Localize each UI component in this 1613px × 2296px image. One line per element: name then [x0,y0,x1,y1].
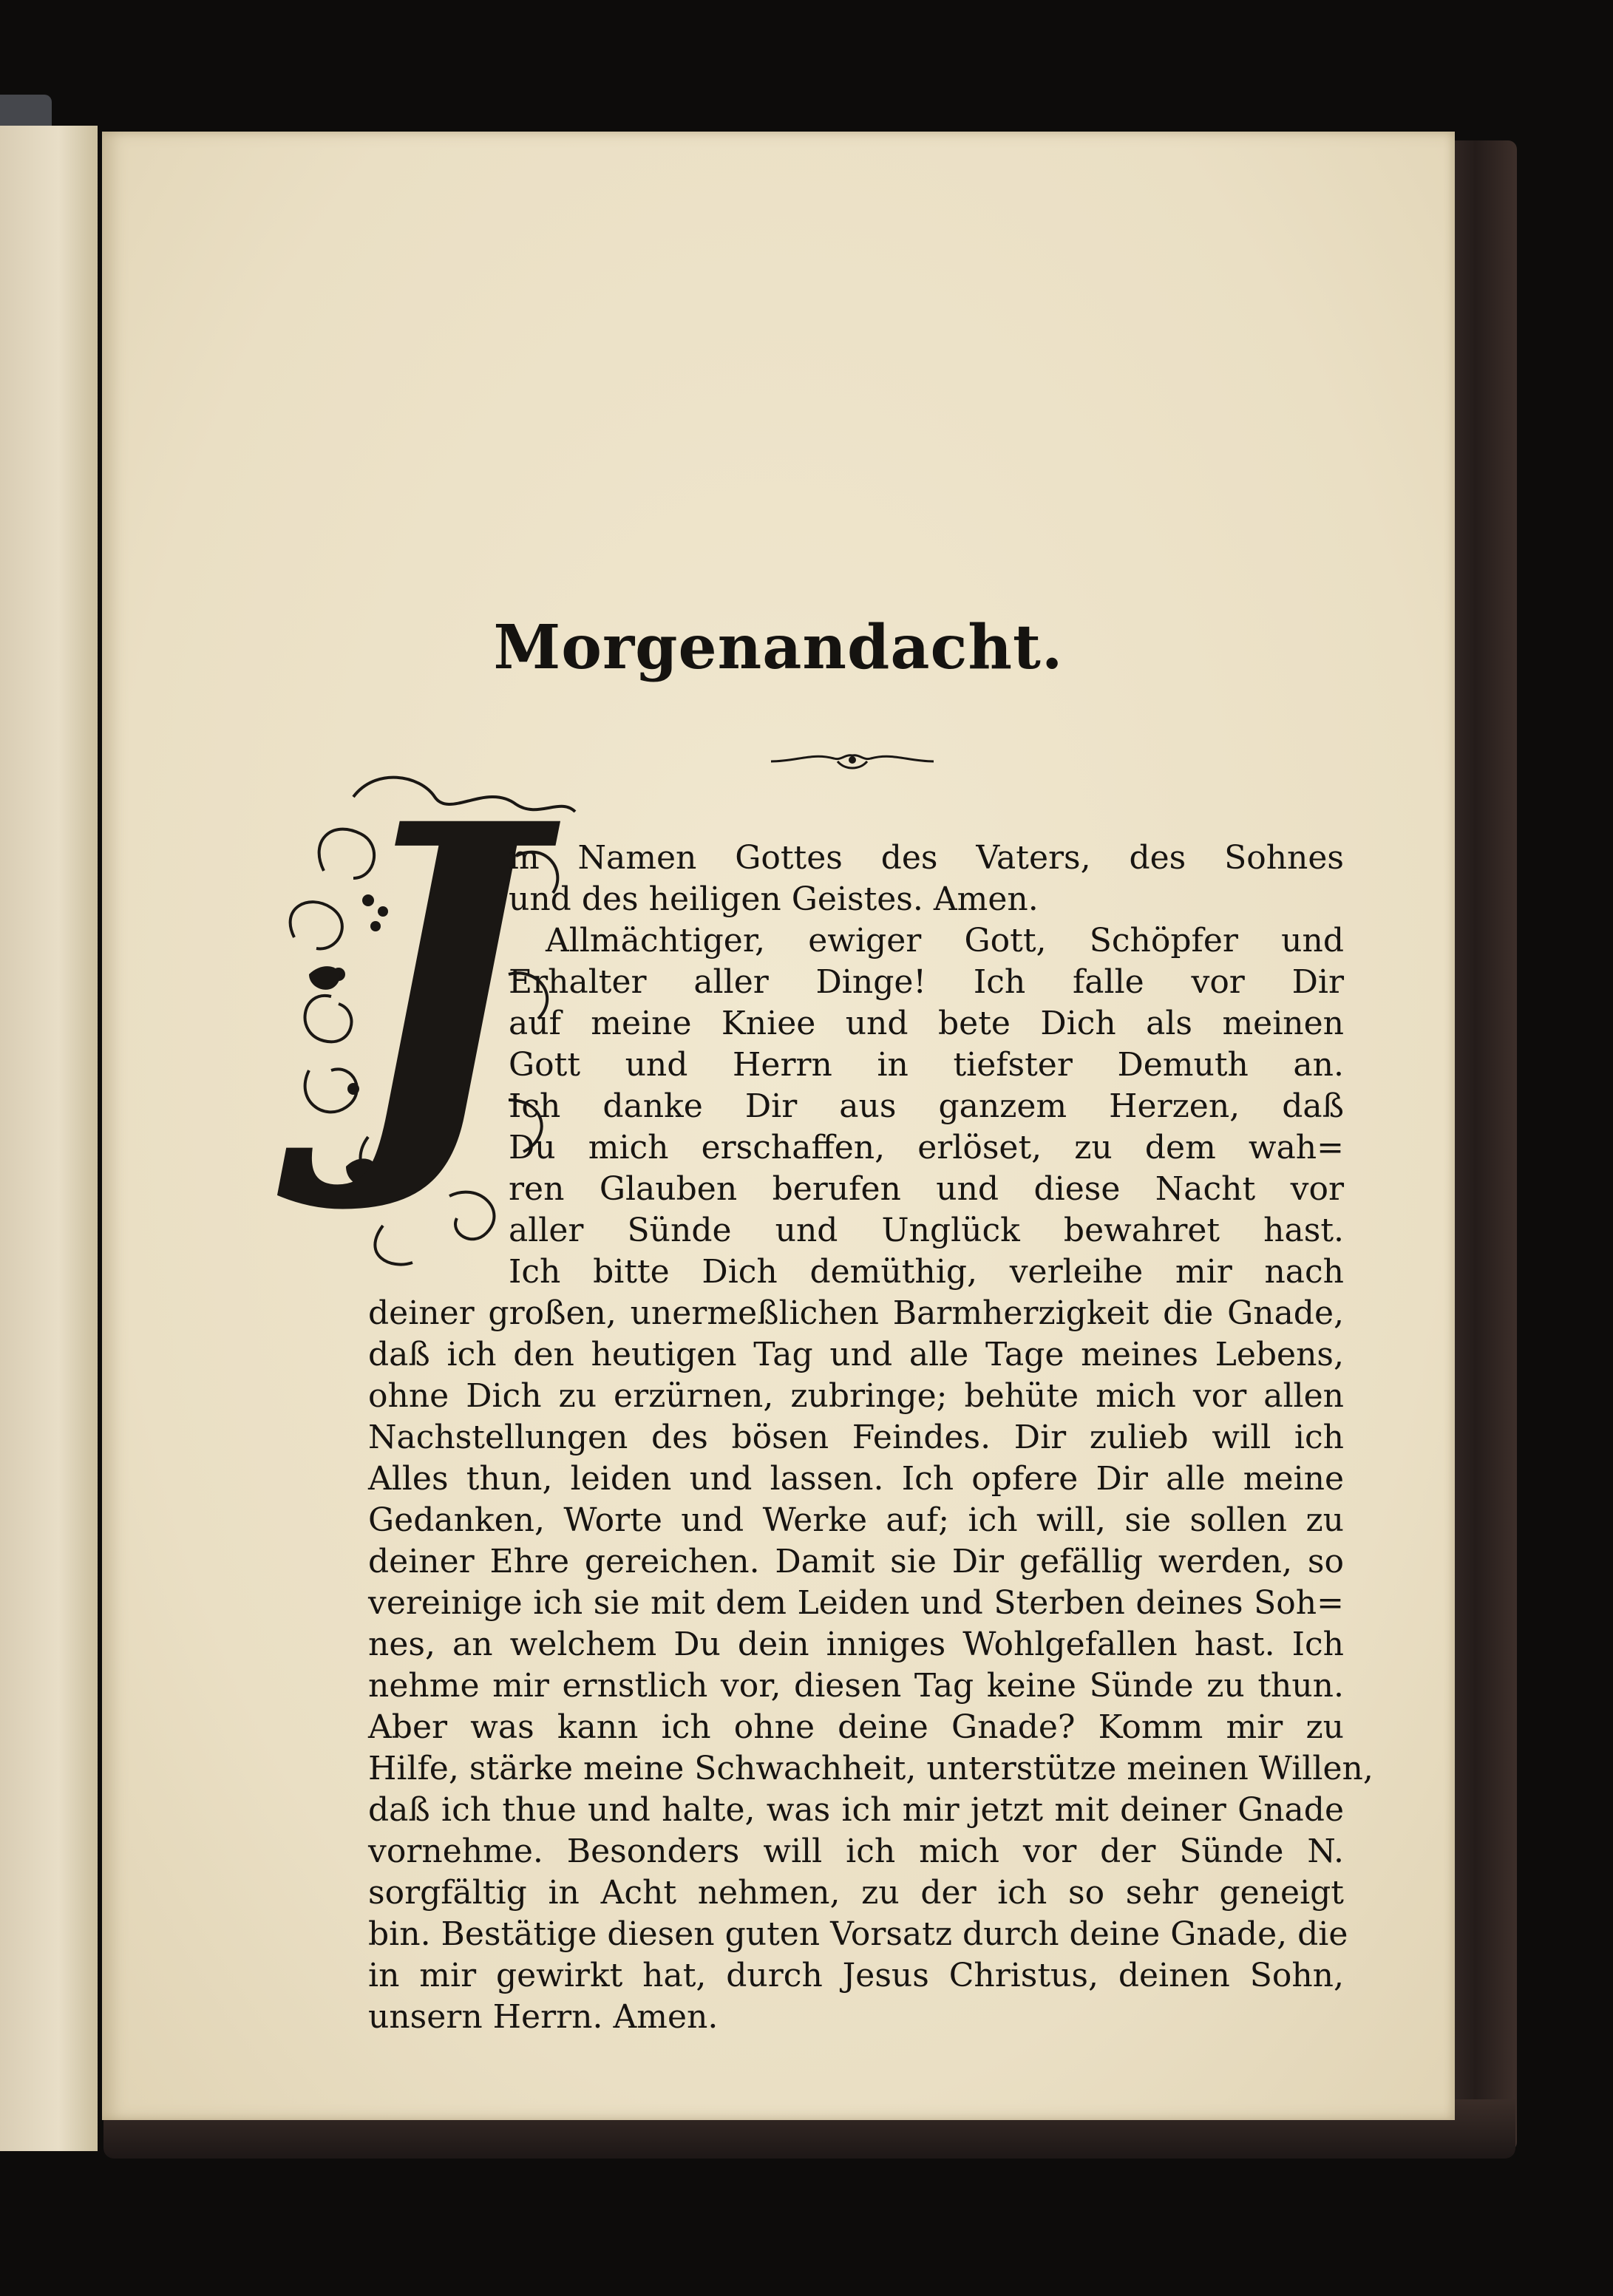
text-line: auf meine Kniee und bete Dich als meinen [509,1005,1344,1042]
text-line: sorgfältig in Acht nehmen, zu der ich so sehr geneigt [368,1874,1344,1912]
text-line: vereinige ich sie mit dem Leiden und Sterben deines Soh= [368,1584,1344,1622]
text-line: unsern Herrn. Amen. [368,1998,719,2036]
text-line: Hilfe, stärke meine Schwachheit, unterstütze meinen Willen, [368,1750,1373,1787]
text-line: Aber was kann ich ohne deine Gnade? Komm mir zu [368,1708,1344,1746]
text-line: ohne Dich zu erzürnen, zubringe; behüte mich vor allen [368,1377,1344,1415]
text-line: Ich danke Dir aus ganzem Herzen, daß [509,1087,1344,1125]
text-line: und des heiligen Geistes. Amen. [509,880,1039,918]
text-line: in mir gewirkt hat, durch Jesus Christus, deinen Sohn, [368,1957,1344,1994]
text-line: Allmächtiger, ewiger Gott, Schöpfer und [546,922,1344,960]
separator-flourish-icon [767,745,937,775]
text-line: Du mich erschaffen, erlöset, zu dem wah= [509,1129,1344,1166]
text-line: Nachstellungen des bösen Feindes. Dir zulieb will ich [368,1419,1344,1456]
text-line: nes, an welchem Du dein inniges Wohlgefallen hast. Ich [368,1626,1344,1663]
text-line: vornehme. Besonders will ich mich vor der Sünde N. [368,1833,1344,1870]
text-line: Alles thun, leiden und lassen. Ich opfere Dir alle meine [368,1460,1344,1498]
text-line: bin. Bestätige diesen guten Vorsatz durch deine Gnade, die [368,1915,1348,1953]
left-page-edge [0,126,98,2151]
text-line: deiner Ehre gereichen. Damit sie Dir gefällig werden, so [368,1543,1344,1580]
initial-letter: J [342,735,538,1221]
text-line: Erhalter aller Dinge! Ich falle vor Dir [509,963,1344,1001]
text-line: m Namen Gottes des Vaters, des Sohnes [509,839,1344,877]
text-line: daß ich thue und halte, was ich mir jetzt mit deiner Gnade [368,1791,1344,1829]
text-line: Gedanken, Worte und Werke auf; ich will, sie sollen zu [368,1501,1344,1539]
text-line: Ich bitte Dich demüthig, verleihe mir nach [509,1253,1344,1291]
book-page [102,132,1455,2120]
text-line: ren Glauben berufen und diese Nacht vor [509,1170,1344,1208]
text-line: deiner großen, unermeßlichen Barmherzigkeit die Gnade, [368,1294,1344,1332]
text-line: Gott und Herrn in tiefster Demuth an. [509,1046,1344,1084]
text-line: daß ich den heutigen Tag und alle Tage meines Lebens, [368,1336,1344,1373]
text-line: nehme mir ernstlich vor, diesen Tag keine Sünde zu thun. [368,1667,1344,1705]
text-line: aller Sünde und Unglück bewahret hast. [509,1212,1344,1249]
page-title: Morgenandacht. [493,612,1064,683]
